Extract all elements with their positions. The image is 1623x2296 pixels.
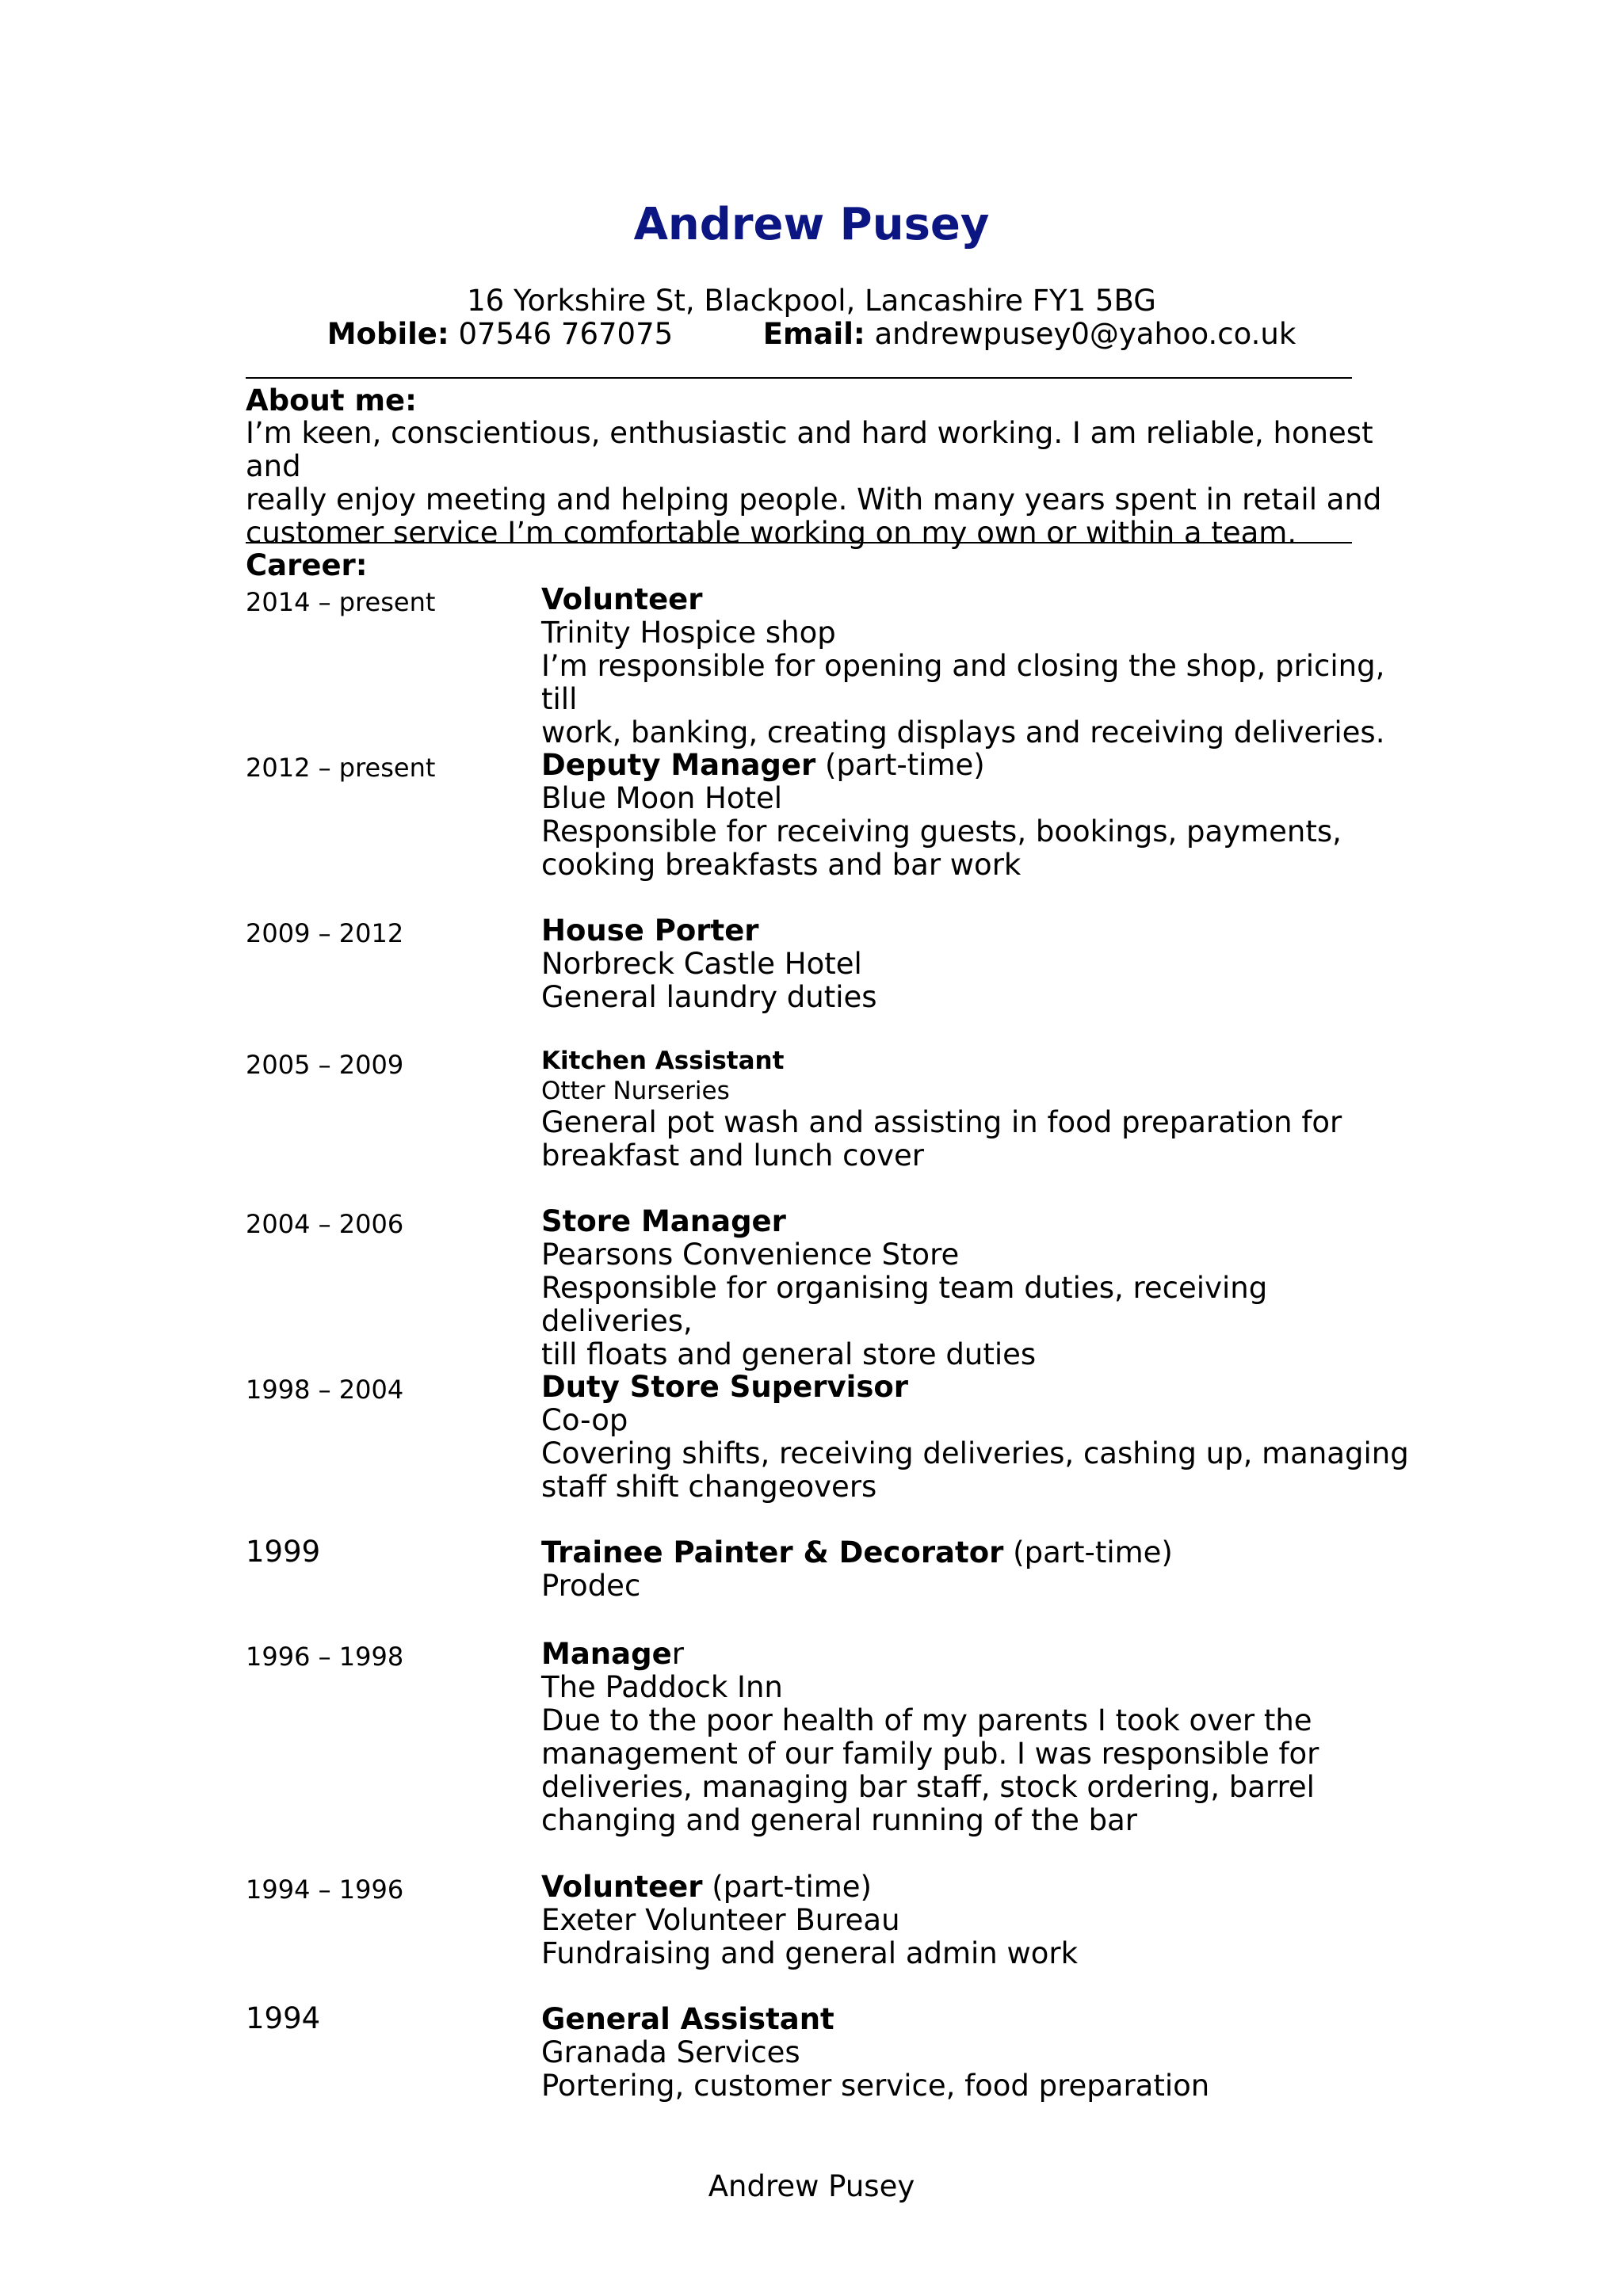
entry-title: Trainee Painter & Decorator [541,1535,1004,1569]
entry-details [541,1871,1413,1970]
entry-title-line [541,583,1413,616]
entry-employer: Blue Moon Hotel [541,781,783,815]
email-address[interactable]: andrewpusey0@yahoo.co.uk [874,317,1296,351]
entry-details [541,2003,1413,2103]
entry-description-line: changing and general running of the bar [541,1803,1137,1837]
mobile-number: 07546 767075 [458,317,674,351]
entry-employer: Co-op [541,1403,628,1437]
about-line: I’m keen, conscientious, enthusiastic and hard working. I am reliable, honest and [246,416,1373,483]
entry-date: 2005 – 2009 [246,1050,404,1080]
page-footer: Andrew Pusey [708,2169,915,2203]
entry-details [541,1046,1413,1173]
entry-title: House Porter [541,913,759,948]
entry-employer: Pearsons Convenience Store [541,1238,960,1272]
entry-description-line: Portering, customer service, food preparation [541,2069,1210,2103]
entry-details [541,1205,1413,1371]
about-text [246,417,1387,550]
entry-description-line: work, banking, creating displays and receiving deliveries. [541,715,1385,749]
divider-top [246,377,1352,379]
entry-description-line: Due to the poor health of my parents I took over the [541,1703,1312,1737]
entry-employer: Exeter Volunteer Bureau [541,1903,900,1937]
entry-employer: Prodec [541,1569,641,1603]
entry-description-line: staff shift changeovers [541,1470,877,1504]
entry-title: Volunteer [541,582,703,616]
entry-details [541,749,1413,882]
entry-title-line [541,1871,1413,1904]
entry-title-line [541,749,1413,782]
entry-details [541,914,1413,1014]
entry-date: 2004 – 2006 [246,1209,404,1239]
divider-middle [246,542,1352,543]
about-line: customer service I’m comfortable working on my own or within a team. [246,516,1297,550]
entry-date: 1994 [246,2001,321,2035]
entry-title-suffix: r [671,1637,684,1671]
entry-title: Store Manager [541,1204,786,1238]
about-heading: About me: [246,383,417,418]
entry-title: General Assistant [541,2002,834,2036]
entry-employer: Otter Nurseries [541,1077,730,1105]
entry-description-line: breakfast and lunch cover [541,1138,924,1173]
candidate-name: Andrew Pusey [633,199,990,250]
entry-title: Kitchen Assistant [541,1047,785,1075]
entry-title: Deputy Manager [541,748,816,782]
entry-description-line: till floats and general store duties [541,1337,1037,1371]
entry-title-line [541,1205,1413,1238]
entry-employer: Norbreck Castle Hotel [541,947,862,981]
entry-description-line: I’m responsible for opening and closing the shop, pricing, till [541,649,1385,716]
entry-date: 2009 – 2012 [246,918,404,948]
entry-title-line [541,2003,1413,2036]
entry-details [541,1638,1413,1837]
entry-description-line: Responsible for organising team duties, receiving deliveries, [541,1271,1268,1338]
entry-details [541,1371,1413,1504]
entry-title: Volunteer [541,1870,703,1904]
entry-date: 1999 [246,1535,321,1569]
entry-date: 2012 – present [246,753,436,783]
entry-description-line: cooking breakfasts and bar work [541,848,1022,882]
entry-title-suffix: (part-time) [1003,1535,1173,1569]
entry-employer: The Paddock Inn [541,1670,783,1704]
entry-title-line [541,1371,1413,1404]
entry-employer: Trinity Hospice shop [541,616,836,650]
entry-title: Duty Store Supervisor [541,1370,909,1404]
entry-description-line: deliveries, managing bar staff, stock ordering, barrel [541,1770,1315,1804]
entry-description-line: Covering shifts, receiving deliveries, cashing up, managing [541,1436,1409,1470]
entry-description-line: General pot wash and assisting in food preparation for [541,1105,1342,1139]
entry-employer: Granada Services [541,2035,800,2069]
entry-title: Manage [541,1637,672,1671]
entry-title-suffix: (part-time) [702,1870,872,1904]
email-label: Email: [762,317,865,351]
mobile-label: Mobile: [327,317,449,351]
entry-date: 1998 – 2004 [246,1375,404,1405]
entry-description-line: General laundry duties [541,980,877,1014]
about-line: really enjoy meeting and helping people. With many years spent in retail and [246,482,1382,517]
contact-details [0,317,1623,352]
entry-date: 2014 – present [246,587,436,617]
entry-title-line [541,914,1413,948]
entry-description-line: management of our family pub. I was responsible for [541,1737,1319,1771]
entry-details [541,1536,1413,1603]
entry-description-line: Responsible for receiving guests, bookings, payments, [541,814,1342,849]
entry-title-line [541,1046,1413,1076]
entry-description-line: Fundraising and general admin work [541,1936,1079,1970]
entry-date: 1994 – 1996 [246,1875,404,1905]
entry-details [541,583,1413,749]
entry-title-line [541,1638,1413,1671]
entry-title-suffix: (part-time) [815,748,985,782]
entry-title-line [541,1536,1413,1569]
career-heading: Career: [246,548,368,582]
address-line: 16 Yorkshire St, Blackpool, Lancashire FY1 5BG [467,284,1156,318]
entry-date: 1996 – 1998 [246,1642,404,1672]
